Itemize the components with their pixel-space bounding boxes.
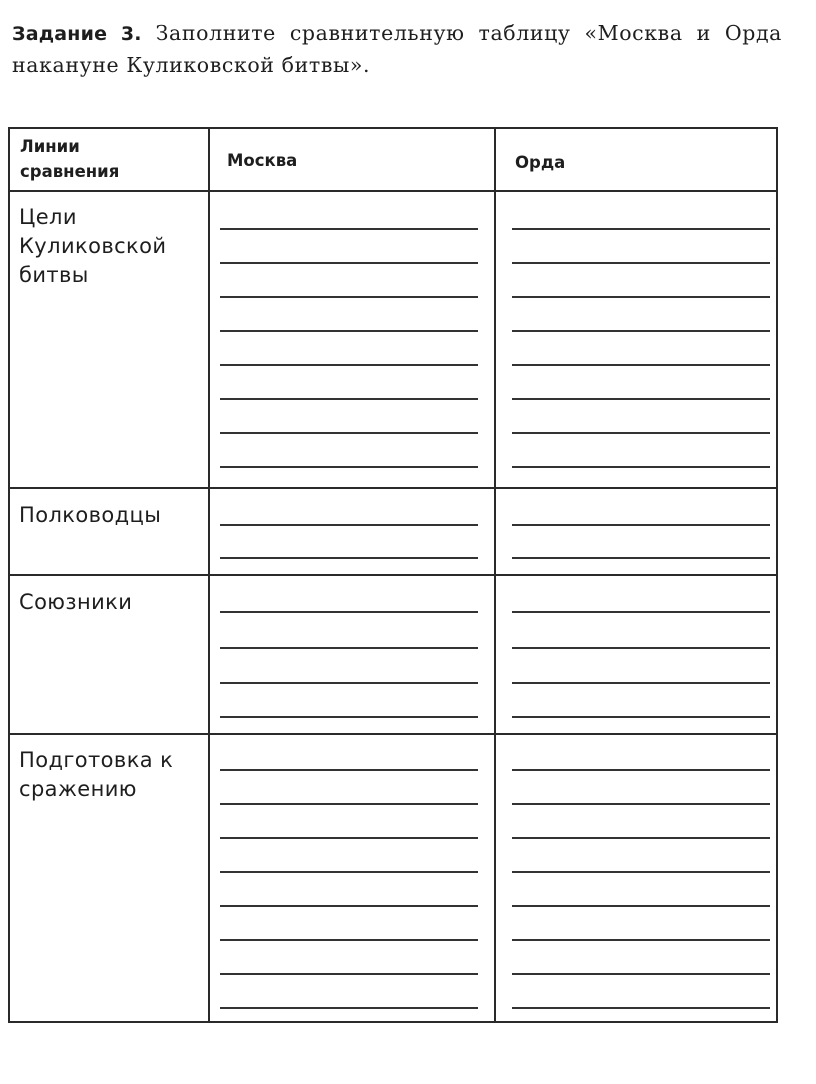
answer-line-horde[interactable] — [512, 905, 770, 907]
answer-line-moscow[interactable] — [220, 973, 478, 975]
answer-line-horde[interactable] — [512, 262, 770, 264]
answer-line-horde[interactable] — [512, 647, 770, 649]
answer-line-moscow[interactable] — [220, 296, 478, 298]
row-label-goals: Цели Куликовской битвы — [19, 205, 167, 287]
answer-line-moscow[interactable] — [220, 647, 478, 649]
comparison-table — [8, 127, 778, 1023]
row-divider — [10, 733, 776, 735]
answer-line-horde[interactable] — [512, 803, 770, 805]
answer-line-horde[interactable] — [512, 398, 770, 400]
answer-line-horde[interactable] — [512, 296, 770, 298]
answer-line-moscow[interactable] — [220, 1007, 478, 1009]
answer-line-horde[interactable] — [512, 466, 770, 468]
answer-line-moscow[interactable] — [220, 432, 478, 434]
answer-line-moscow[interactable] — [220, 398, 478, 400]
answer-line-moscow[interactable] — [220, 769, 478, 771]
answer-line-horde[interactable] — [512, 769, 770, 771]
answer-line-moscow[interactable] — [220, 524, 478, 526]
answer-line-horde[interactable] — [512, 611, 770, 613]
answer-line-horde[interactable] — [512, 973, 770, 975]
row-label-preparation: Подготовка к сражению — [19, 748, 174, 801]
header-horde: Орда — [515, 153, 566, 172]
answer-line-moscow[interactable] — [220, 716, 478, 718]
answer-line-horde[interactable] — [512, 557, 770, 559]
answer-line-moscow[interactable] — [220, 803, 478, 805]
row-divider — [10, 574, 776, 576]
answer-line-horde[interactable] — [512, 939, 770, 941]
header-criteria: Линии сравнения — [20, 137, 120, 181]
answer-line-horde[interactable] — [512, 432, 770, 434]
answer-line-horde[interactable] — [512, 364, 770, 366]
task-number: Задание 3. — [12, 23, 142, 45]
answer-line-moscow[interactable] — [220, 228, 478, 230]
task-statement — [12, 18, 782, 81]
answer-line-moscow[interactable] — [220, 557, 478, 559]
answer-line-horde[interactable] — [512, 682, 770, 684]
answer-line-horde[interactable] — [512, 228, 770, 230]
answer-line-moscow[interactable] — [220, 330, 478, 332]
answer-line-moscow[interactable] — [220, 905, 478, 907]
answer-line-horde[interactable] — [512, 330, 770, 332]
answer-line-horde[interactable] — [512, 716, 770, 718]
answer-line-moscow[interactable] — [220, 466, 478, 468]
answer-line-horde[interactable] — [512, 871, 770, 873]
answer-line-moscow[interactable] — [220, 364, 478, 366]
answer-line-horde[interactable] — [512, 837, 770, 839]
answer-line-moscow[interactable] — [220, 682, 478, 684]
answer-line-moscow[interactable] — [220, 262, 478, 264]
row-divider — [10, 487, 776, 489]
header-moscow: Москва — [227, 151, 298, 170]
answer-line-moscow[interactable] — [220, 837, 478, 839]
answer-line-moscow[interactable] — [220, 611, 478, 613]
answer-line-moscow[interactable] — [220, 871, 478, 873]
answer-line-horde[interactable] — [512, 1007, 770, 1009]
row-label-commanders: Полководцы — [19, 503, 162, 527]
row-label-allies: Союзники — [19, 590, 133, 614]
answer-line-horde[interactable] — [512, 524, 770, 526]
task-text: Заполните сравнительную таблицу «Москва и Орда накануне Куликовской битвы». — [12, 21, 782, 77]
row-divider — [10, 190, 776, 192]
answer-line-moscow[interactable] — [220, 939, 478, 941]
